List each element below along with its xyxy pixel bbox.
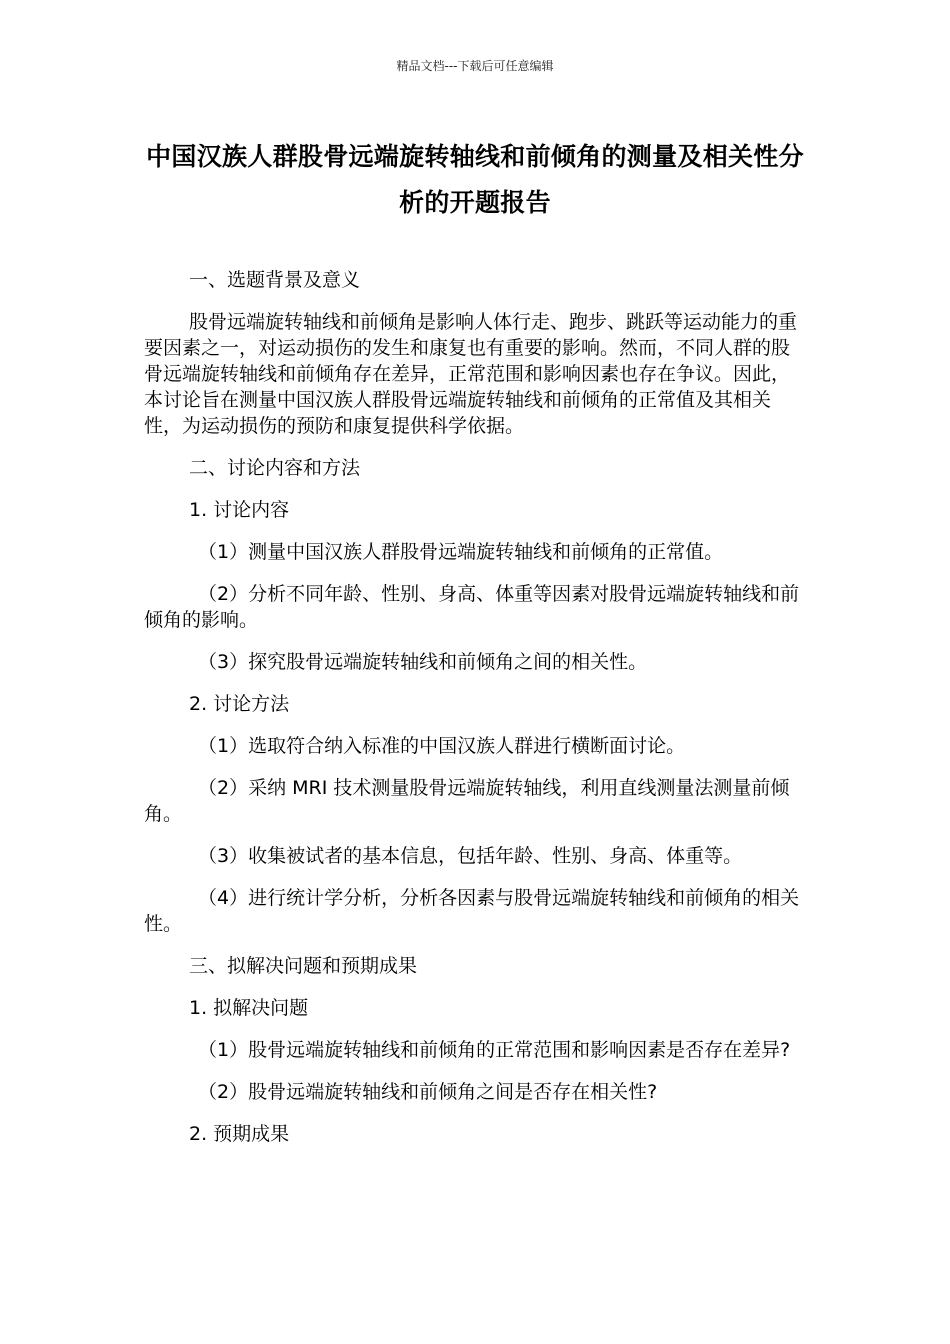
background-paragraph: 股骨远端旋转轴线和前倾角是影响人体行走、跑步、跳跃等运动能力的重要因素之一，对运动损伤的发生和康复也有重要的影响。然而，不同人群的股骨远端旋转轴线和前倾角存在差异，正常范围和影响因素也存在争议。因此，本讨论旨在测量中国汉族人群股骨远端旋转轴线和前倾角的正常值及其相关性，为运动损伤的预防和康复提供科学依据。 <box>144 311 798 437</box>
section-heading-content-method: 二、讨论内容和方法 <box>189 457 361 479</box>
list-item: （1）测量中国汉族人群股骨远端旋转轴线和前倾角的正常值。 <box>198 541 724 563</box>
section-heading-background: 一、选题背景及意义 <box>189 269 361 291</box>
list-item: （3）收集被试者的基本信息，包括年龄、性别、身高、体重等。 <box>198 845 743 867</box>
list-item: （2）股骨远端旋转轴线和前倾角之间是否存在相关性? <box>198 1081 658 1103</box>
list-item: （1）选取符合纳入标准的中国汉族人群进行横断面讨论。 <box>198 735 686 757</box>
subheading-content: 1. 讨论内容 <box>189 499 290 521</box>
document-body <box>144 267 806 1147</box>
subheading-expected-results: 2. 预期成果 <box>189 1123 290 1145</box>
document-title: 中国汉族人群股骨远端旋转轴线和前倾角的测量及相关性分析的开题报告 <box>146 142 804 217</box>
list-item: （2）分析不同年龄、性别、身高、体重等因素对股骨远端旋转轴线和前倾角的影响。 <box>144 583 800 631</box>
header-note: 精品文档---下载后可任意编辑 <box>396 59 554 73</box>
list-item: （2）采纳 MRI 技术测量股骨远端旋转轴线，利用直线测量法测量前倾角。 <box>144 777 790 825</box>
list-item: （4）进行统计学分析，分析各因素与股骨远端旋转轴线和前倾角的相关性。 <box>144 887 800 935</box>
subheading-method: 2. 讨论方法 <box>189 693 290 715</box>
subheading-problems: 1. 拟解决问题 <box>189 997 309 1019</box>
list-item: （1）股骨远端旋转轴线和前倾角的正常范围和影响因素是否存在差异? <box>198 1039 791 1061</box>
section-heading-problems-results: 三、拟解决问题和预期成果 <box>189 955 418 977</box>
list-item: （3）探究股骨远端旋转轴线和前倾角之间的相关性。 <box>198 651 648 673</box>
